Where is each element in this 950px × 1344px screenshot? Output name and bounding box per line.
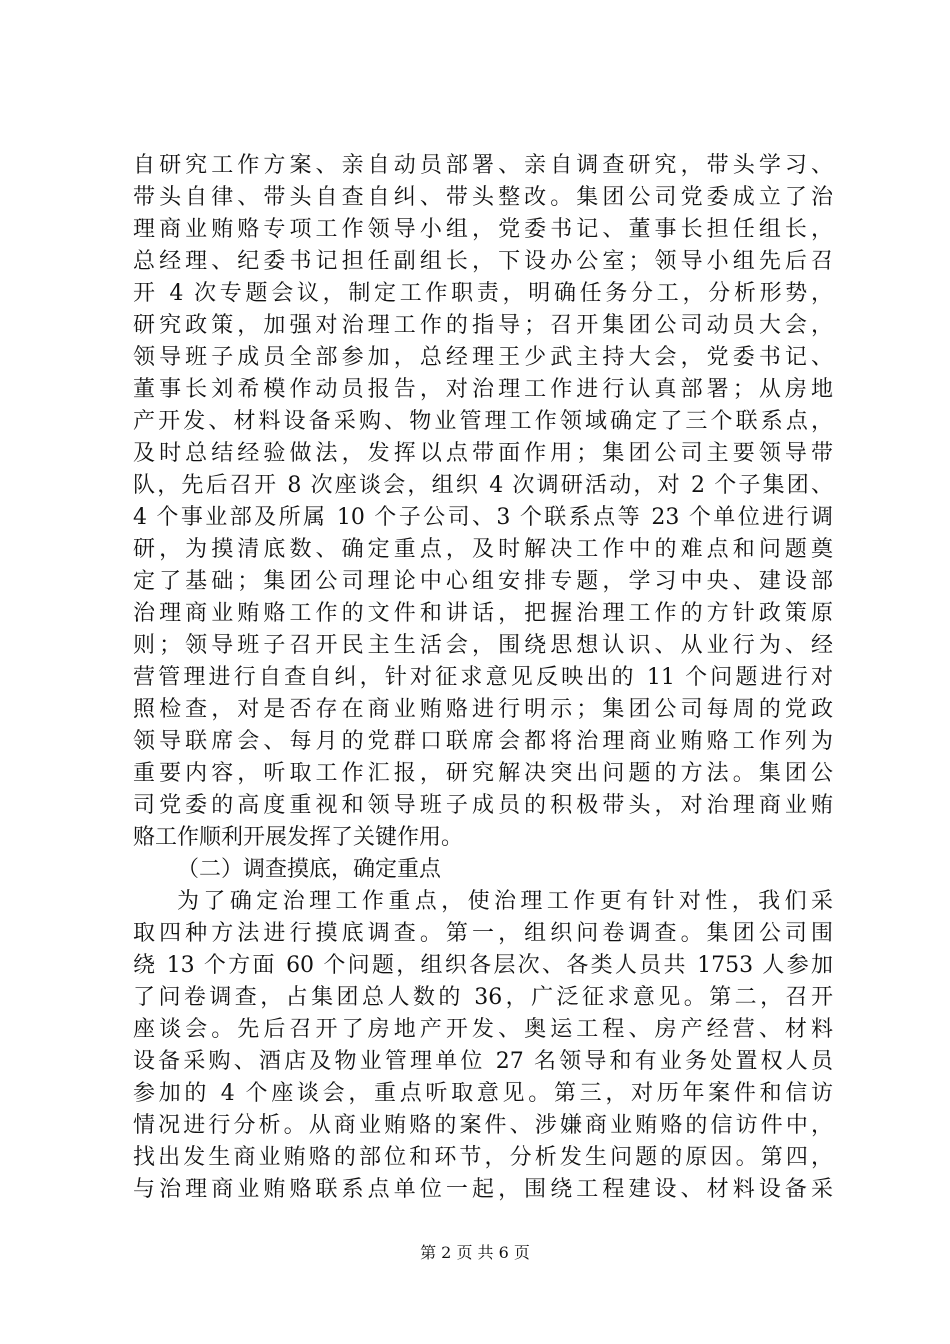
text-line: 绕 13 个方面 60 个问题，组织各层次、各类人员共 1753 人参加 bbox=[133, 953, 833, 978]
text-line: 产开发、材料设备采购、物业管理工作领域确定了三个联系点， bbox=[133, 409, 833, 434]
text-line: 董事长刘希模作动员报告，对治理工作进行认真部署；从房地 bbox=[133, 377, 833, 402]
text-line: 带头自律、带头自查自纠、带头整改。集团公司党委成立了治 bbox=[133, 185, 833, 210]
text-line: 4 个事业部及所属 10 个子公司、3 个联系点等 23 个单位进行调 bbox=[133, 505, 833, 530]
text-line: 参加的 4 个座谈会，重点听取意见。第三，对历年案件和信访 bbox=[133, 1081, 833, 1106]
text-line: 赂工作顺利开展发挥了关键作用。 bbox=[133, 825, 464, 850]
text-line: 照检查，对是否存在商业贿赂进行明示；集团公司每周的党政 bbox=[133, 697, 833, 722]
text-line: 领导班子成员全部参加，总经理王少武主持大会，党委书记、 bbox=[133, 345, 833, 370]
text-line: 取四种方法进行摸底调查。第一，组织问卷调查。集团公司围 bbox=[133, 921, 833, 946]
text-line: 总经理、纪委书记担任副组长，下设办公室；领导小组先后召 bbox=[133, 249, 833, 274]
text-line: 情况进行分析。从商业贿赂的案件、涉嫌商业贿赂的信访件中， bbox=[133, 1113, 833, 1138]
page-number-footer: 第 2 页 共 6 页 bbox=[420, 1243, 530, 1262]
text-line: 开 4 次专题会议，制定工作职责，明确任务分工，分析形势， bbox=[133, 281, 833, 306]
text-line: 理商业贿赂专项工作领导小组，党委书记、董事长担任组长， bbox=[133, 217, 833, 242]
text-line: 营管理进行自查自纠，针对征求意见反映出的 11 个问题进行对 bbox=[133, 665, 833, 690]
text-line: 领导联席会、每月的党群口联席会都将治理商业贿赂工作列为 bbox=[133, 729, 833, 754]
paragraph-1 bbox=[133, 150, 833, 854]
text-line: 司党委的高度重视和领导班子成员的积极带头，对治理商业贿 bbox=[133, 793, 833, 818]
text-line: 定了基础；集团公司理论中心组安排专题，学习中央、建设部 bbox=[133, 569, 833, 594]
text-line: 找出发生商业贿赂的部位和环节，分析发生问题的原因。第四， bbox=[133, 1145, 833, 1170]
text-line: 研究政策，加强对治理工作的指导；召开集团公司动员大会， bbox=[133, 313, 833, 338]
text-line: 及时总结经验做法，发挥以点带面作用；集团公司主要领导带 bbox=[133, 441, 833, 466]
text-line: 与治理商业贿赂联系点单位一起，围绕工程建设、材料设备采 bbox=[133, 1177, 833, 1202]
text-line: 了问卷调查，占集团总人数的 36，广泛征求意见。第二，召开 bbox=[133, 985, 833, 1010]
text-line: 则；领导班子召开民主生活会，围绕思想认识、从业行为、经 bbox=[133, 633, 833, 658]
text-line: 为了确定治理工作重点，使治理工作更有针对性，我们采 bbox=[177, 889, 833, 914]
text-line: 治理商业贿赂工作的文件和讲话，把握治理工作的方针政策原 bbox=[133, 601, 833, 626]
text-line: 自研究工作方案、亲自动员部署、亲自调查研究，带头学习、 bbox=[133, 153, 833, 178]
text-line: 重要内容，听取工作汇报，研究解决突出问题的方法。集团公 bbox=[133, 761, 833, 786]
section-heading: （二）调查摸底，确定重点 bbox=[177, 857, 442, 882]
text-line: 设备采购、酒店及物业管理单位 27 名领导和有业务处置权人员 bbox=[133, 1049, 833, 1074]
text-line: 座谈会。先后召开了房地产开发、奥运工程、房产经营、材料 bbox=[133, 1017, 833, 1042]
document-body bbox=[133, 150, 833, 1206]
text-line: 队，先后召开 8 次座谈会，组织 4 次调研活动，对 2 个子集团、 bbox=[133, 473, 833, 498]
text-line: 研，为摸清底数、确定重点，及时解决工作中的难点和问题奠 bbox=[133, 537, 833, 562]
paragraph-2 bbox=[133, 886, 833, 1206]
